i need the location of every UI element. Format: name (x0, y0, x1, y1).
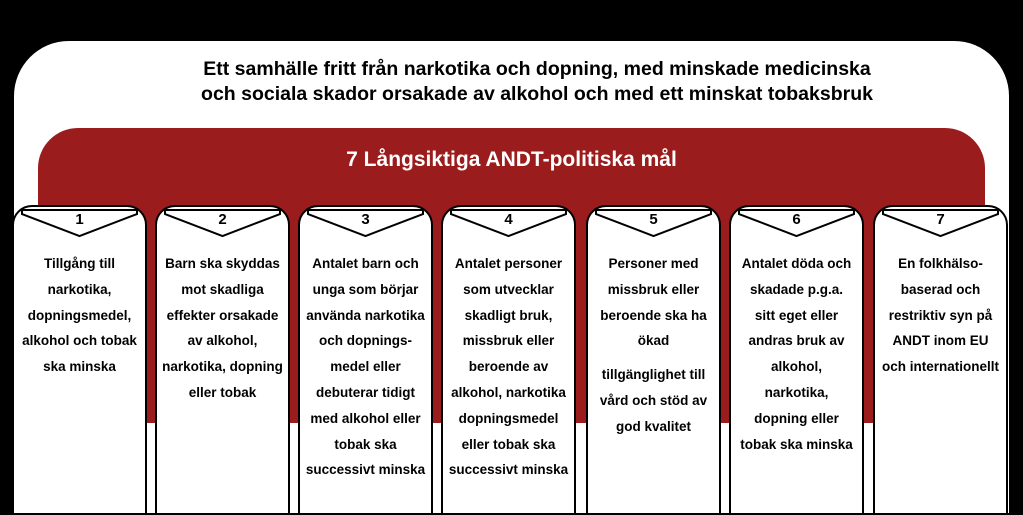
goal-text: En folkhälso- baserad och restriktiv syn på ANDT inom EU och internationellt (881, 256, 999, 375)
goal-card-2 (155, 205, 290, 515)
goal-text: Antalet personer som utvecklar skadligt bruk, missbruk eller beroende av alkohol, narkotika dopningsmedel eller tobak ska successivt minska (448, 256, 569, 478)
goal-card-6 (729, 205, 864, 515)
goal-text: Antalet barn och unga som börjar använda narkotika och dopnings- medel eller debuterar tidigt med alkohol eller tobak ska successivt minska (305, 256, 426, 478)
goal-number: 4 (504, 211, 513, 228)
goal-text: Personer med missbruk eller beroende ska ha ökad tillgänglighet till vård och stöd av god kvalitet (599, 256, 708, 434)
goal-text: Tillgång till narkotika, dopningsmedel, alkohol och tobak ska minska (22, 256, 137, 375)
goal-number: 2 (218, 211, 227, 228)
goal-number: 3 (361, 211, 370, 228)
goal-number: 6 (792, 211, 801, 228)
goal-card-3 (298, 205, 433, 515)
goal-card-7 (873, 205, 1008, 515)
goal-number: 5 (649, 211, 658, 228)
goal-number: 7 (936, 211, 945, 228)
goal-card-5 (586, 205, 721, 515)
band-title: 7 Långsiktiga ANDT-politiska mål (346, 148, 677, 171)
goal-card-1 (12, 205, 147, 515)
goal-text: Antalet döda och skadade p.g.a. sitt eget eller andras bruk av alkohol, narkotika, dopning eller tobak ska minska (740, 256, 853, 452)
goal-card-4 (441, 205, 576, 515)
vision-title: Ett samhälle fritt från narkotika och dopning, med minskade medicinska och sociala skador orsakade av alkohol och med ett minskat tobaksbruk (201, 58, 873, 105)
goal-number: 1 (75, 211, 84, 228)
goal-text: Barn ska skyddas mot skadliga effekter orsakade av alkohol, narkotika, dopning eller tobak (162, 256, 283, 400)
